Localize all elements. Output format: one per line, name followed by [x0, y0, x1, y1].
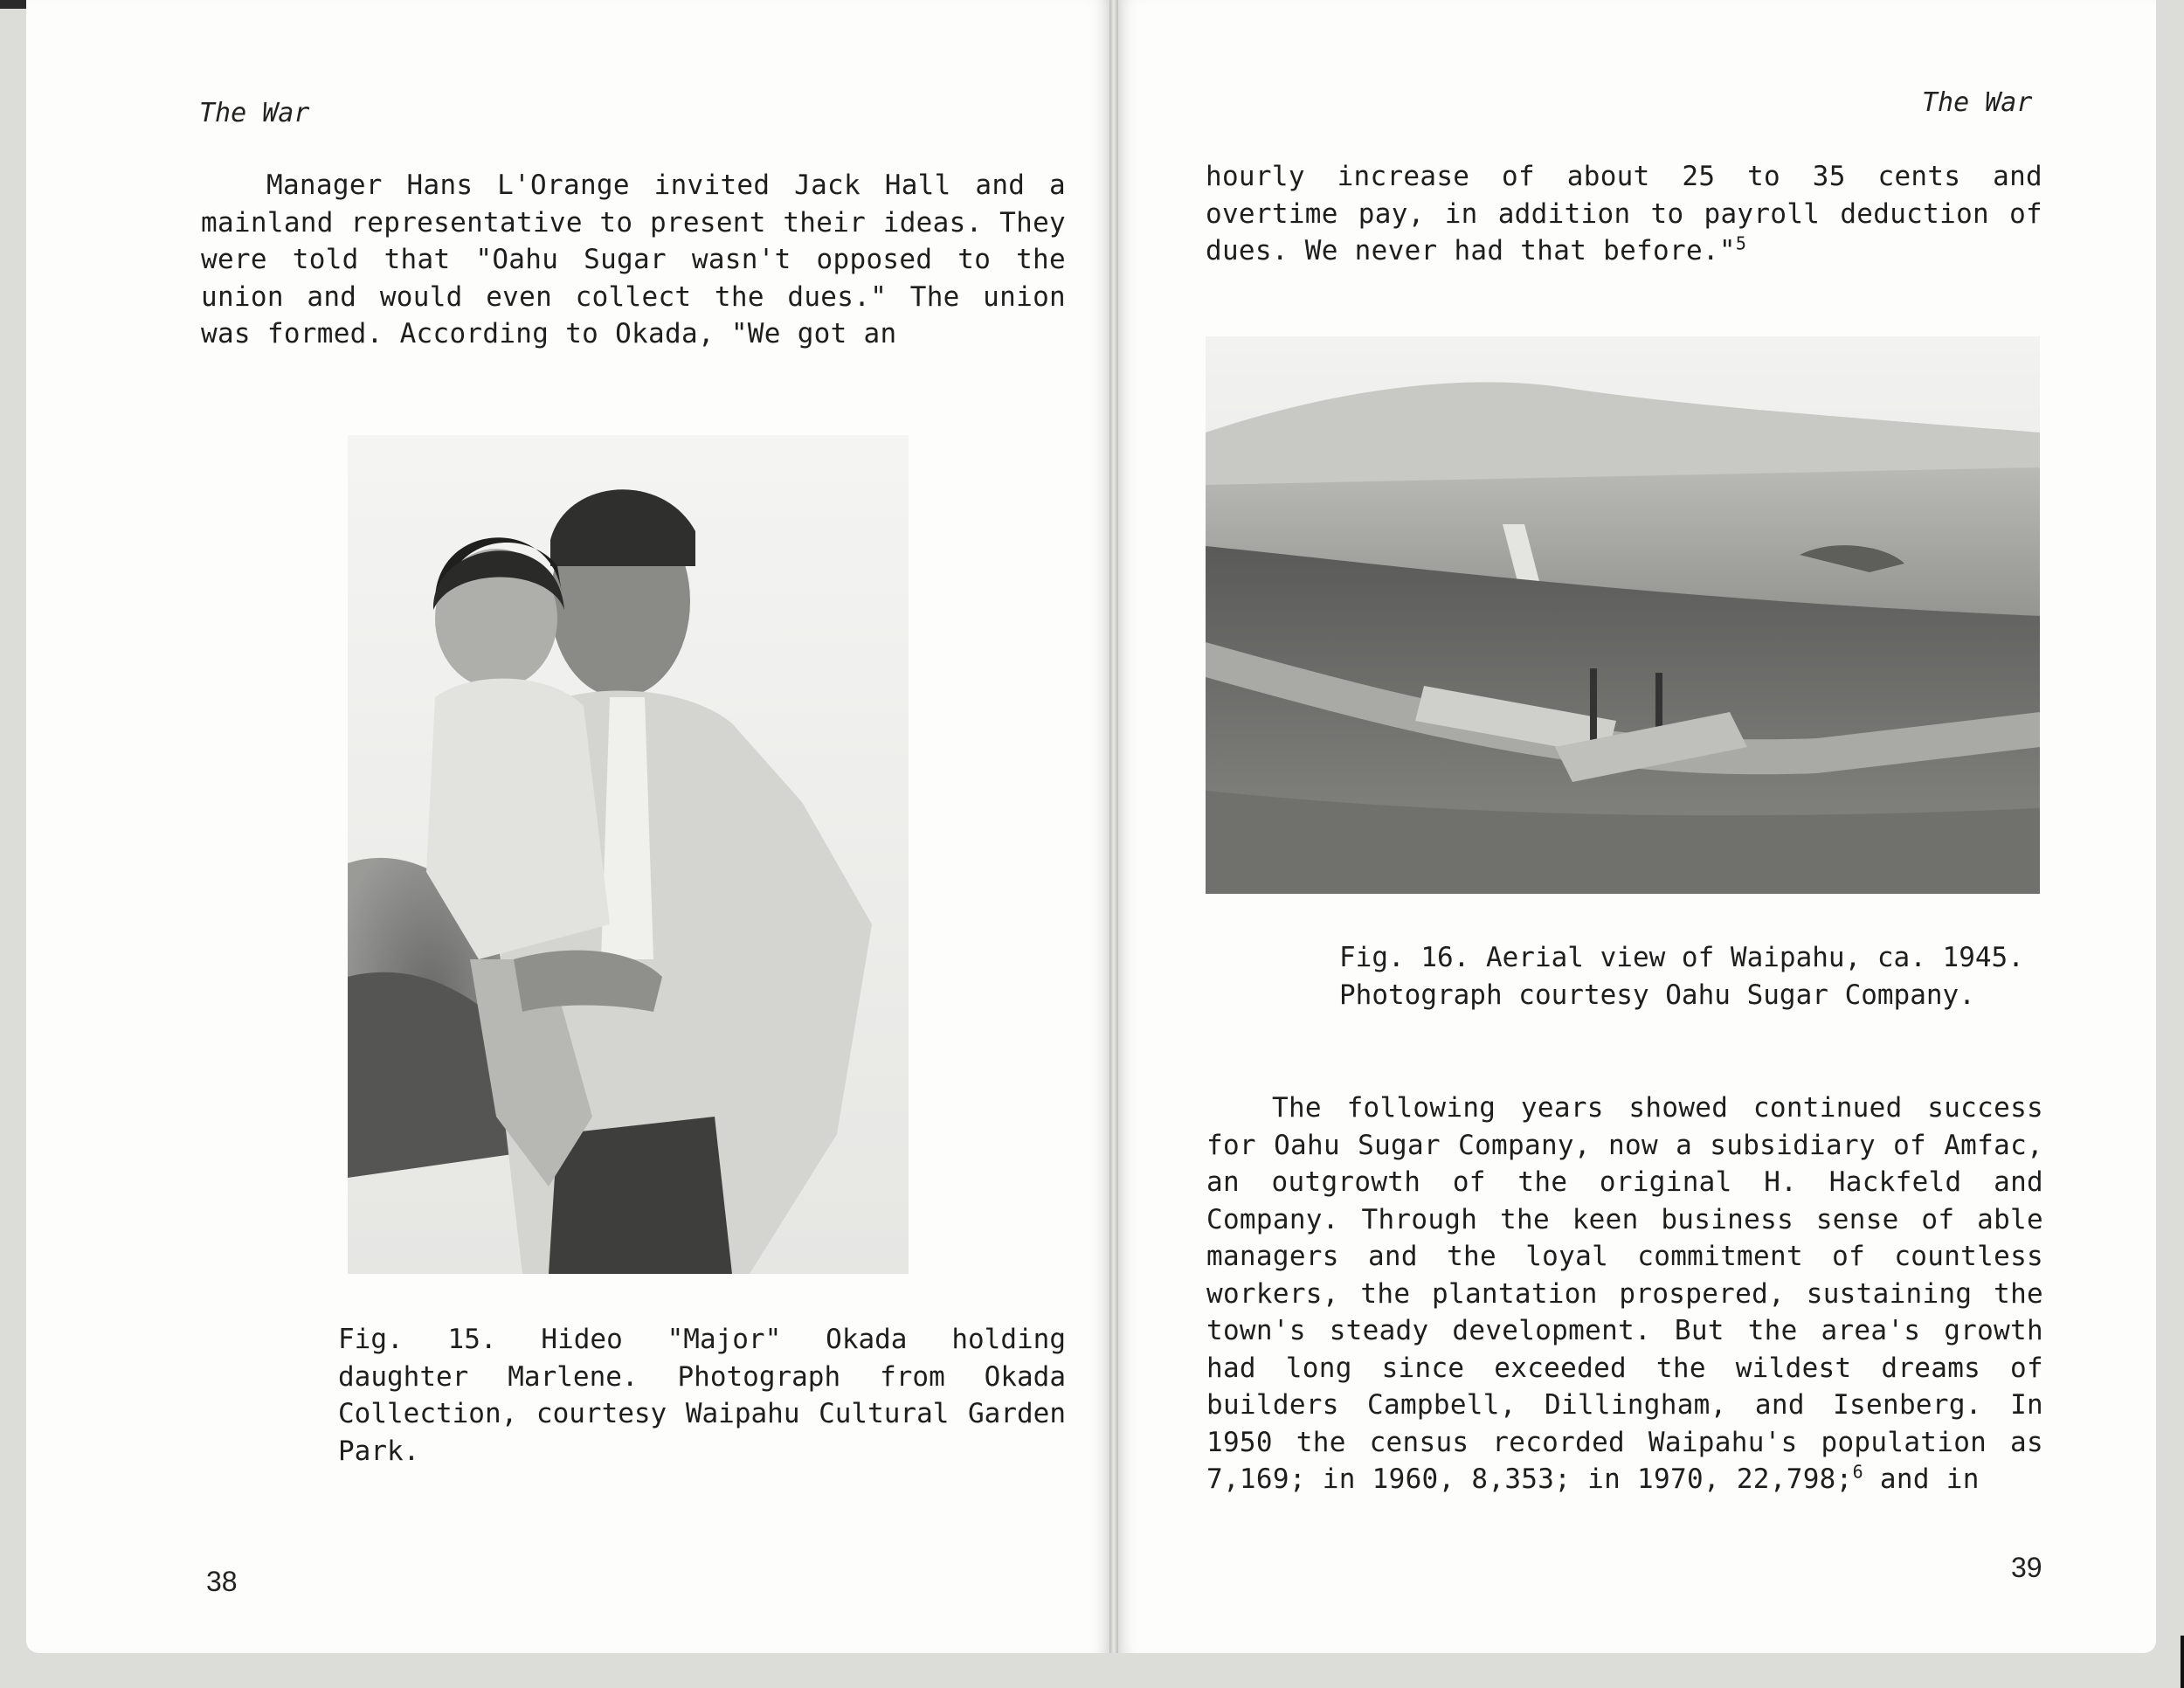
right-paragraph-bottom-tail: and in [1863, 1463, 1980, 1495]
figure-15-caption: Fig. 15. Hideo "Major" Okada holding daughter Marlene. Photograph from Okada Collection, courtesy Waipahu Cultural Garden Park. [338, 1324, 1066, 1467]
right-paragraph-bottom-text: The following years showed continued success for Oahu Sugar Company, now a subsidiary of Amfac, an outgrowth of the original H. Hackfeld and Company. Through the keen business sense of able managers and the loyal commitment of countless workers, the plantation prospered, sustaining the town's steady development. But the area's growth had long since exceeded the wildest dreams of builders Campbell, Dillingham, and Isenberg. In 1950 the census recorded Waipahu's population as 7,169; in 1960, 8,353; in 1970, 22,798; [1206, 1092, 2043, 1495]
right-paragraph-bottom [1206, 1090, 2043, 1498]
photo-aerial-waipahu [1206, 336, 2040, 894]
photo-aerial-waipahu-image [1206, 336, 2040, 894]
photo-okada-and-daughter-image [348, 435, 909, 1274]
scan-edge-mark [2181, 1636, 2184, 1688]
right-paragraph-top-text: hourly increase of about 25 to 35 cents and overtime pay, in addition to payroll deduction of dues. We never had that before." [1206, 161, 2042, 266]
right-page [1118, 0, 2156, 1653]
right-paragraph-top [1206, 158, 2042, 270]
running-head-right: The War [1922, 87, 2033, 118]
left-page [26, 0, 1109, 1653]
figure-16-caption: Fig. 16. Aerial view of Waipahu, ca. 1945. Photograph courtesy Oahu Sugar Company. [1339, 942, 2024, 1011]
page-number-left: 38 [206, 1566, 238, 1597]
footnote-ref-6: 6 [1852, 1461, 1863, 1483]
page-number-right: 39 [2011, 1552, 2042, 1583]
left-paragraph: Manager Hans L'Orange invited Jack Hall and a mainland representative to present their ideas. They were told that "Oahu Sugar wasn't opposed to the union and would even collect the dues." The union was formed. According to Okada, "We got an [201, 169, 1066, 349]
footnote-ref-5: 5 [1735, 232, 1747, 254]
running-head-left: The War [199, 98, 310, 128]
book-gutter [1109, 0, 1118, 1653]
photo-okada-and-daughter [348, 435, 909, 1274]
